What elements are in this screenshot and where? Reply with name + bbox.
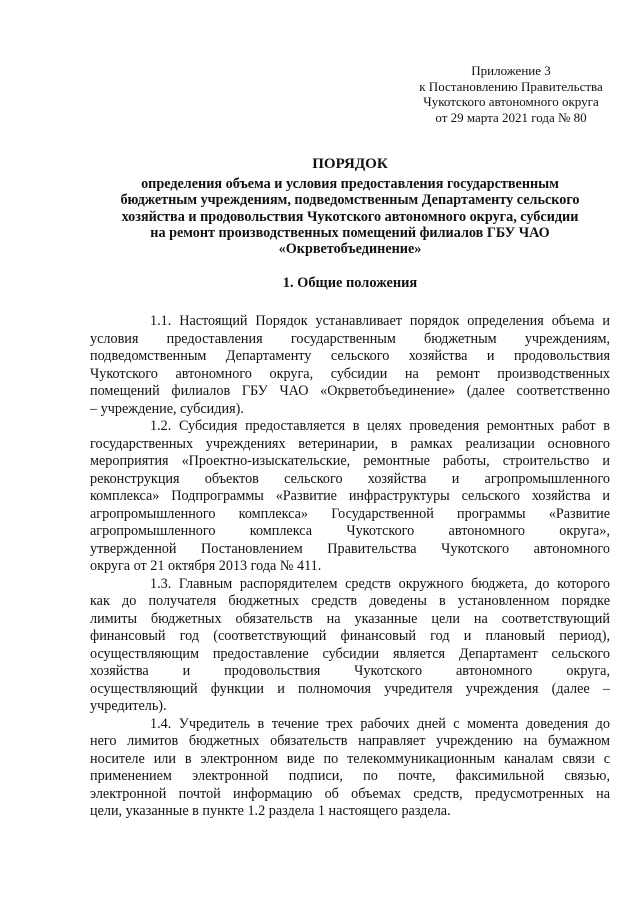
paragraph-line: агропромышленного комплекса» Государственной программы «Развитие	[90, 505, 610, 522]
appendix-number: Приложение 3	[471, 63, 551, 78]
paragraph-1-2	[90, 418, 610, 576]
document-title	[90, 156, 610, 257]
appendix-authority: Чукотского автономного округа	[423, 94, 599, 109]
paragraph-line: помещений филиалов ГБУ ЧАО «Окрветобъединение» (далее соответственно	[90, 383, 610, 399]
paragraph-line: лимиты бюджетных обязательств на указанные цели на соответствующий	[90, 610, 610, 627]
paragraph-line: осуществляющим предоставление субсидии является Департамент сельского	[90, 645, 610, 662]
paragraph-line: комплекса» Подпрограммы «Развитие инфраструктуры сельского хозяйства и	[90, 488, 610, 504]
paragraph-line: агропромышленного комплекса Чукотского автономного округа»,	[90, 523, 610, 539]
title-line: определения объема и условия предоставления государственным	[141, 176, 559, 193]
paragraph-line: 1.1. Настоящий Порядок устанавливает порядок определения объема и	[150, 313, 610, 329]
paragraph-line: округа от 21 октября 2013 года № 411.	[90, 558, 322, 574]
paragraph-line: электронной почтой информацию об объемах средств, предусмотренных на	[90, 785, 610, 802]
title-line: бюджетным учреждениям, подведомственным Департаменту сельского	[120, 192, 580, 209]
paragraph-line: финансовый год (соответствующий финансовый год и плановый период),	[90, 628, 610, 644]
paragraph-line: 1.4. Учредитель в течение трех рабочих дней с момента доведения до	[150, 715, 610, 732]
title-line: «Окрветобъединение»	[278, 241, 422, 258]
appendix-date-number: от 29 марта 2021 года № 80	[435, 109, 587, 125]
paragraph-line: как до получателя бюджетных средств доведены в установленном порядке	[90, 593, 610, 609]
paragraph-line: государственных учреждениях ветеринарии, в рамках реализации основного	[90, 435, 610, 452]
paragraph-line: условия предоставления государственным бюджетным учреждениям,	[90, 330, 610, 347]
paragraph-line: учредитель).	[90, 698, 167, 714]
title-line: хозяйства и продовольствия Чукотского автономного округа, субсидии	[121, 208, 579, 225]
title-line: на ремонт производственных помещений филиалов ГБУ ЧАО	[150, 224, 550, 241]
appendix-reference: к Постановлению Правительства	[419, 78, 603, 94]
paragraph-line: носителе или в электронном виде по телекоммуникационным каналам связи с	[90, 750, 610, 767]
paragraph-line: подведомственным Департаменту сельского хозяйства и продовольствия	[90, 348, 610, 364]
appendix-header	[392, 63, 630, 125]
paragraph-line: цели, указанные в пункте 1.2 раздела 1 настоящего раздела.	[90, 803, 451, 819]
paragraph-1-3	[90, 576, 610, 716]
paragraph-line: хозяйства и продовольствия Чукотского автономного округа,	[90, 663, 610, 679]
paragraph-line: него лимитов бюджетных обязательств направляет учреждению на бумажном	[90, 733, 610, 749]
paragraph-line: 1.2. Субсидия предоставляется в целях проведения ремонтных работ в	[150, 418, 610, 434]
paragraph-line: реконструкция объектов сельского хозяйства и агропромышленного	[90, 470, 610, 487]
paragraph-1-4	[90, 716, 610, 821]
paragraph-line: 1.3. Главным распорядителем средств окружного бюджета, до которого	[150, 575, 610, 592]
paragraph-line: – учреждение, субсидия).	[90, 400, 244, 417]
paragraph-line: применением электронной подписи, по почте, факсимильной связью,	[90, 768, 610, 784]
paragraph-line: осуществляющий функции и полномочия учредителя учреждения (далее –	[90, 680, 610, 697]
title-main: ПОРЯДОК	[312, 156, 388, 172]
paragraph-line: мероприятия «Проектно-изыскательские, ремонтные работы, строительство и	[90, 453, 610, 469]
paragraph-line: Чукотского автономного округа, субсидии на ремонт производственных	[90, 365, 610, 382]
section-heading: 1. Общие положения	[282, 275, 418, 291]
paragraph-1-1	[90, 313, 610, 418]
paragraph-line: утвержденной Постановлением Правительства Чукотского автономного	[90, 540, 610, 557]
document-body	[90, 313, 610, 821]
